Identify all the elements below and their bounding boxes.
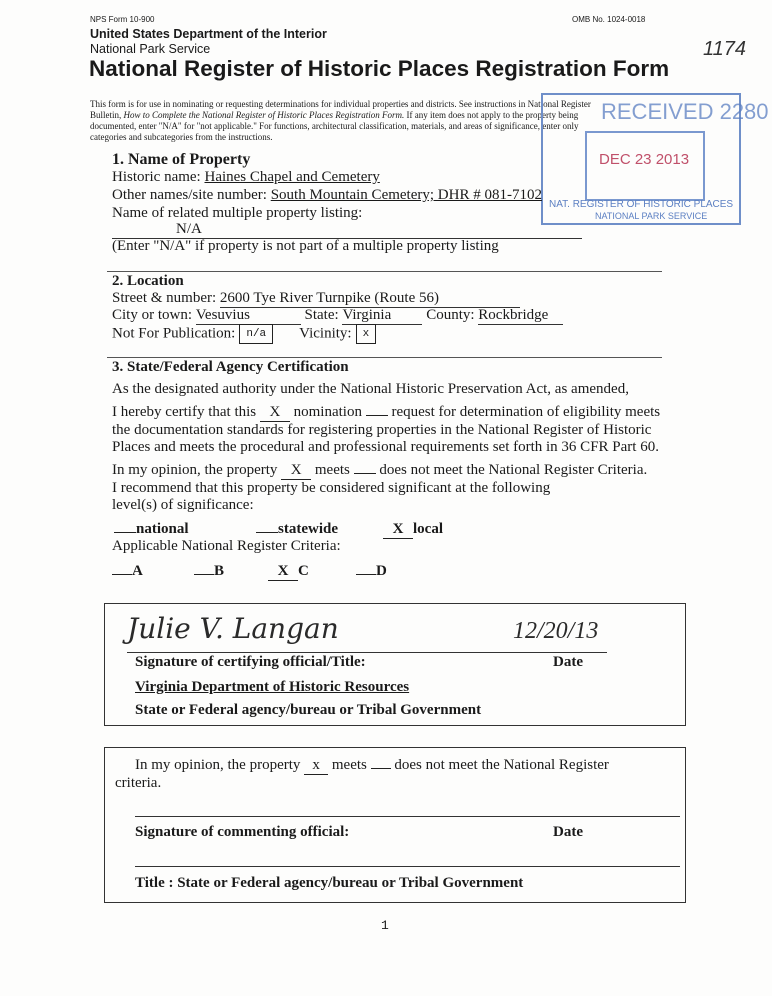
- criteria-row: [112, 563, 387, 581]
- publication-row: [112, 324, 376, 344]
- field-label: Not For Publication:: [112, 325, 236, 342]
- stamp-line: NATIONAL PARK SERVICE: [595, 211, 708, 221]
- text: the documentation standards for registering properties in the National Register of Historic: [112, 422, 652, 438]
- field-label: City or town:: [112, 307, 196, 323]
- not-meet-mark: [354, 473, 376, 474]
- title-line: [135, 866, 680, 867]
- department: United States Department of the Interior: [90, 27, 327, 41]
- intro-line: categories and subcategories from the instructions.: [90, 132, 273, 142]
- commenting-date-label: Date: [553, 824, 583, 840]
- text: I recommend that this property be considered significant at the following: [112, 480, 551, 496]
- intro-text: [90, 99, 591, 143]
- not-for-publication-box[interactable]: n/a: [239, 324, 273, 344]
- bulletin-title: How to Complete the National Register of Historic Places Registration Form.: [123, 110, 405, 120]
- section-2-heading: 2. Location: [112, 273, 184, 289]
- criterion-mark: [112, 574, 132, 575]
- criterion-c: C: [298, 563, 309, 579]
- street-value: 2600 Tye River Turnpike (Route 56): [220, 290, 520, 308]
- text: I hereby certify that this: [112, 404, 260, 420]
- street-row: [112, 290, 520, 308]
- text: does not meet the National Register Criteria.: [375, 462, 648, 478]
- historic-name-row: [112, 169, 418, 186]
- text: nomination: [289, 404, 366, 420]
- county-value: Rockbridge: [478, 307, 563, 325]
- significance-levels: [114, 521, 443, 539]
- commenting-signature-label: Signature of commenting official:: [135, 824, 350, 840]
- page-title: National Register of Historic Places Registration Form: [89, 56, 670, 81]
- level-statewide: statewide: [278, 521, 338, 537]
- text: meets: [311, 462, 354, 478]
- intro-part: If any item does not apply to the property being: [404, 110, 579, 120]
- handwritten-number: 1174: [703, 38, 747, 60]
- city-row: [112, 307, 563, 325]
- certifying-agency-label: State or Federal agency/bureau or Tribal Government: [135, 702, 482, 718]
- criterion-a: A: [132, 563, 143, 579]
- text: Places and meets the procedural and professional requirements set forth in 36 CFR Part 60.: [112, 439, 659, 455]
- text: request for determination of eligibility meets: [387, 404, 661, 420]
- request-mark: [366, 415, 388, 416]
- commenting-opinion: [135, 757, 609, 775]
- city-value: Vesuvius: [196, 307, 301, 325]
- received-stamp: [541, 93, 769, 225]
- commenting-official-box: [104, 747, 686, 903]
- certify-text: [112, 404, 660, 456]
- criteria-label: Applicable National Register Criteria:: [112, 538, 341, 554]
- authority-text: As the designated authority under the National Historic Preservation Act, as amended,: [112, 381, 629, 397]
- meets-mark: x: [304, 757, 328, 775]
- text: In my opinion, the property: [112, 462, 282, 478]
- divider: [107, 357, 662, 358]
- text: does not meet the National Register: [390, 757, 609, 773]
- certifying-agency: Virginia Department of Historic Resources: [135, 679, 410, 695]
- criterion-mark: X: [268, 563, 298, 581]
- certifying-official-box: [104, 603, 686, 726]
- opinion-text: [112, 462, 647, 514]
- historic-name-value: Haines Chapel and Cemetery: [204, 169, 380, 185]
- level-national: national: [136, 521, 189, 537]
- not-meet-mark: [371, 768, 391, 769]
- text: meets: [328, 757, 371, 773]
- handwritten-signature: Julie V. Langan: [127, 612, 339, 645]
- text: In my opinion, the property: [135, 757, 305, 773]
- intro-line: documented, enter "N/A" for "not applicable." For functions, architectural classification, materials, and areas of significance, enter only: [90, 121, 579, 131]
- other-names-row: [112, 187, 542, 204]
- commenting-opinion-cont: criteria.: [115, 775, 162, 791]
- field-label: Historic name:: [112, 169, 205, 185]
- field-label: County:: [426, 307, 479, 323]
- signature-line: [135, 816, 680, 817]
- page-number: 1: [381, 918, 389, 933]
- certifying-signature-label: Signature of certifying official/Title:: [135, 654, 366, 670]
- nomination-mark: X: [260, 404, 290, 422]
- field-label: Street & number:: [112, 290, 220, 306]
- intro-line: [90, 110, 591, 121]
- stamp-received: RECEIVED 2280: [601, 99, 769, 124]
- certifying-date-label: Date: [553, 654, 583, 670]
- stamp-line: NAT. REGISTER OF HISTORIC PLACES: [549, 199, 734, 210]
- field-label: State:: [304, 307, 343, 323]
- level-mark: [114, 532, 136, 533]
- intro-line: This form is for use in nominating or requesting determinations for individual properties and districts. See instructions in National Register: [90, 99, 591, 109]
- commenting-title-label: Title : State or Federal agency/bureau or Tribal Government: [135, 875, 524, 891]
- vicinity-box[interactable]: x: [356, 324, 377, 344]
- field-label: Vicinity:: [299, 325, 352, 342]
- section-1-heading: 1. Name of Property: [112, 151, 251, 168]
- text: level(s) of significance:: [112, 497, 254, 513]
- related-listing-note: (Enter "N/A" if property is not part of a multiple property listing: [112, 238, 499, 254]
- criterion-d: D: [376, 563, 387, 579]
- form-number: NPS Form 10-900: [90, 15, 155, 24]
- criterion-mark: [356, 574, 376, 575]
- state-value: Virginia: [342, 307, 422, 325]
- service: National Park Service: [90, 42, 211, 56]
- meets-mark: X: [281, 462, 311, 480]
- handwritten-date: 12/20/13: [513, 618, 599, 644]
- other-names-value: South Mountain Cemetery; DHR # 081-7102: [270, 187, 542, 203]
- level-mark: X: [383, 521, 413, 539]
- section-3-heading: 3. State/Federal Agency Certification: [112, 359, 349, 375]
- related-listing-label: Name of related multiple property listing:: [112, 205, 363, 221]
- omb-number: OMB No. 1024-0018: [572, 15, 646, 24]
- intro-part: Bulletin,: [90, 110, 124, 120]
- divider: [107, 271, 662, 272]
- signature-line: [127, 652, 607, 653]
- criterion-b: B: [214, 563, 225, 579]
- related-listing-value: N/A: [112, 221, 582, 239]
- level-local: local: [413, 521, 443, 537]
- criterion-mark: [194, 574, 214, 575]
- level-mark: [256, 532, 278, 533]
- field-label: Other names/site number:: [112, 187, 271, 203]
- stamp-date: DEC 23 2013: [599, 151, 690, 168]
